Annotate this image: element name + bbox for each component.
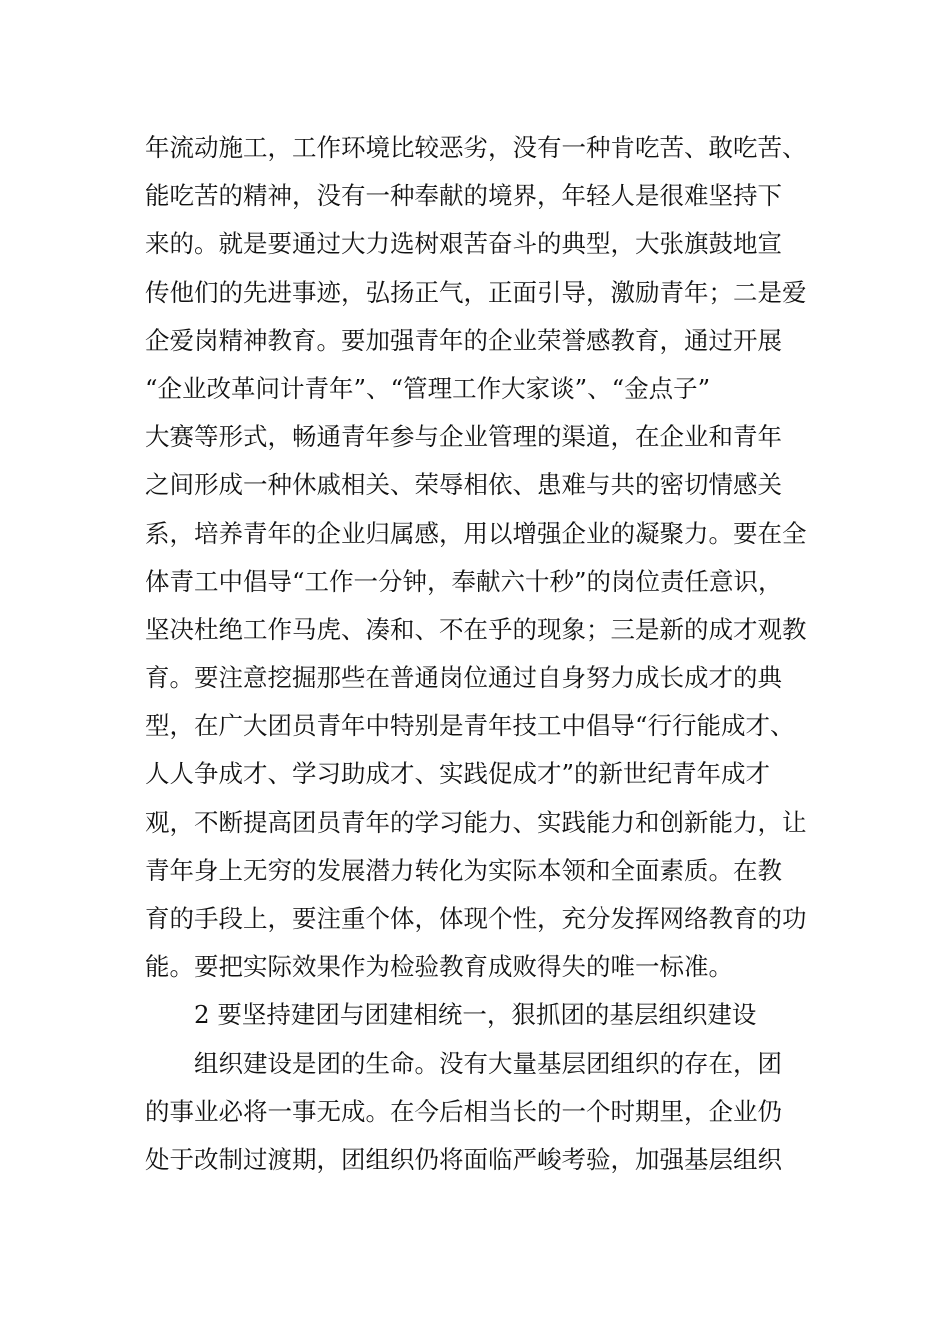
text-line: 组织建设是团的生命。没有大量基层团组织的存在，团 xyxy=(194,1048,782,1078)
text-line: 人人争成才、学习助成才、实践促成才”的新世纪青年成才 xyxy=(145,759,771,789)
text-line: 企爱岗精神教育。要加强青年的企业荣誉感教育，通过开展 xyxy=(145,325,782,355)
text-line: 观，不断提高团员青年的学习能力、实践能力和创新能力，让 xyxy=(145,807,807,837)
text-line: 坚决杜绝工作马虎、凑和、不在乎的现象；三是新的成才观教 xyxy=(145,614,807,644)
text-line: 能。要把实际效果作为检验教育成败得失的唯一标准。 xyxy=(145,952,733,982)
paragraph xyxy=(145,124,825,991)
text-line: 青年身上无穷的发展潜力转化为实际本领和全面素质。在教 xyxy=(145,855,782,885)
text-line: 处于改制过渡期，团组织仍将面临严峻考验，加强基层组织 xyxy=(145,1144,782,1174)
paragraph xyxy=(145,1040,825,1185)
text-line: 来的。就是要通过大力选树艰苦奋斗的典型，大张旗鼓地宣 xyxy=(145,229,782,259)
text-line: 年流动施工，工作环境比较恶劣，没有一种肯吃苦、敢吃苦、 xyxy=(145,133,807,162)
text-line: “企业改革问计青年”、“管理工作大家谈”、“金点子” xyxy=(145,373,711,403)
text-line: 体青工中倡导“工作一分钟，奉献六十秒”的岗位责任意识， xyxy=(145,566,783,596)
text-line: 型，在广大团员青年中特别是青年技工中倡导“行行能成才、 xyxy=(145,711,795,741)
text-line: 之间形成一种休戚相关、荣辱相依、患难与共的密切情感关 xyxy=(145,470,782,500)
document-body xyxy=(145,124,825,1184)
text-line: 的事业必将一事无成。在今后相当长的一个时期里，企业仍 xyxy=(145,1096,782,1126)
text-line: 传他们的先进事迹，弘扬正气，正面引导，激励青年；二是爱 xyxy=(145,277,807,307)
text-line: 能吃苦的精神，没有一种奉献的境界，年轻人是很难坚持下 xyxy=(145,181,782,211)
text-line: 大赛等形式，畅通青年参与企业管理的渠道，在企业和青年 xyxy=(145,422,782,452)
text-line: 育的手段上，要注重个体，体现个性，充分发挥网络教育的功 xyxy=(145,904,807,933)
text-line: 系，培养青年的企业归属感，用以增强企业的凝聚力。要在全 xyxy=(145,518,807,548)
section-heading: 2 要坚持建团与团建相统一，狠抓团的基层组织建设 xyxy=(194,1000,757,1030)
text-line: 育。要注意挖掘那些在普通岗位通过自身努力成长成才的典 xyxy=(145,663,782,693)
